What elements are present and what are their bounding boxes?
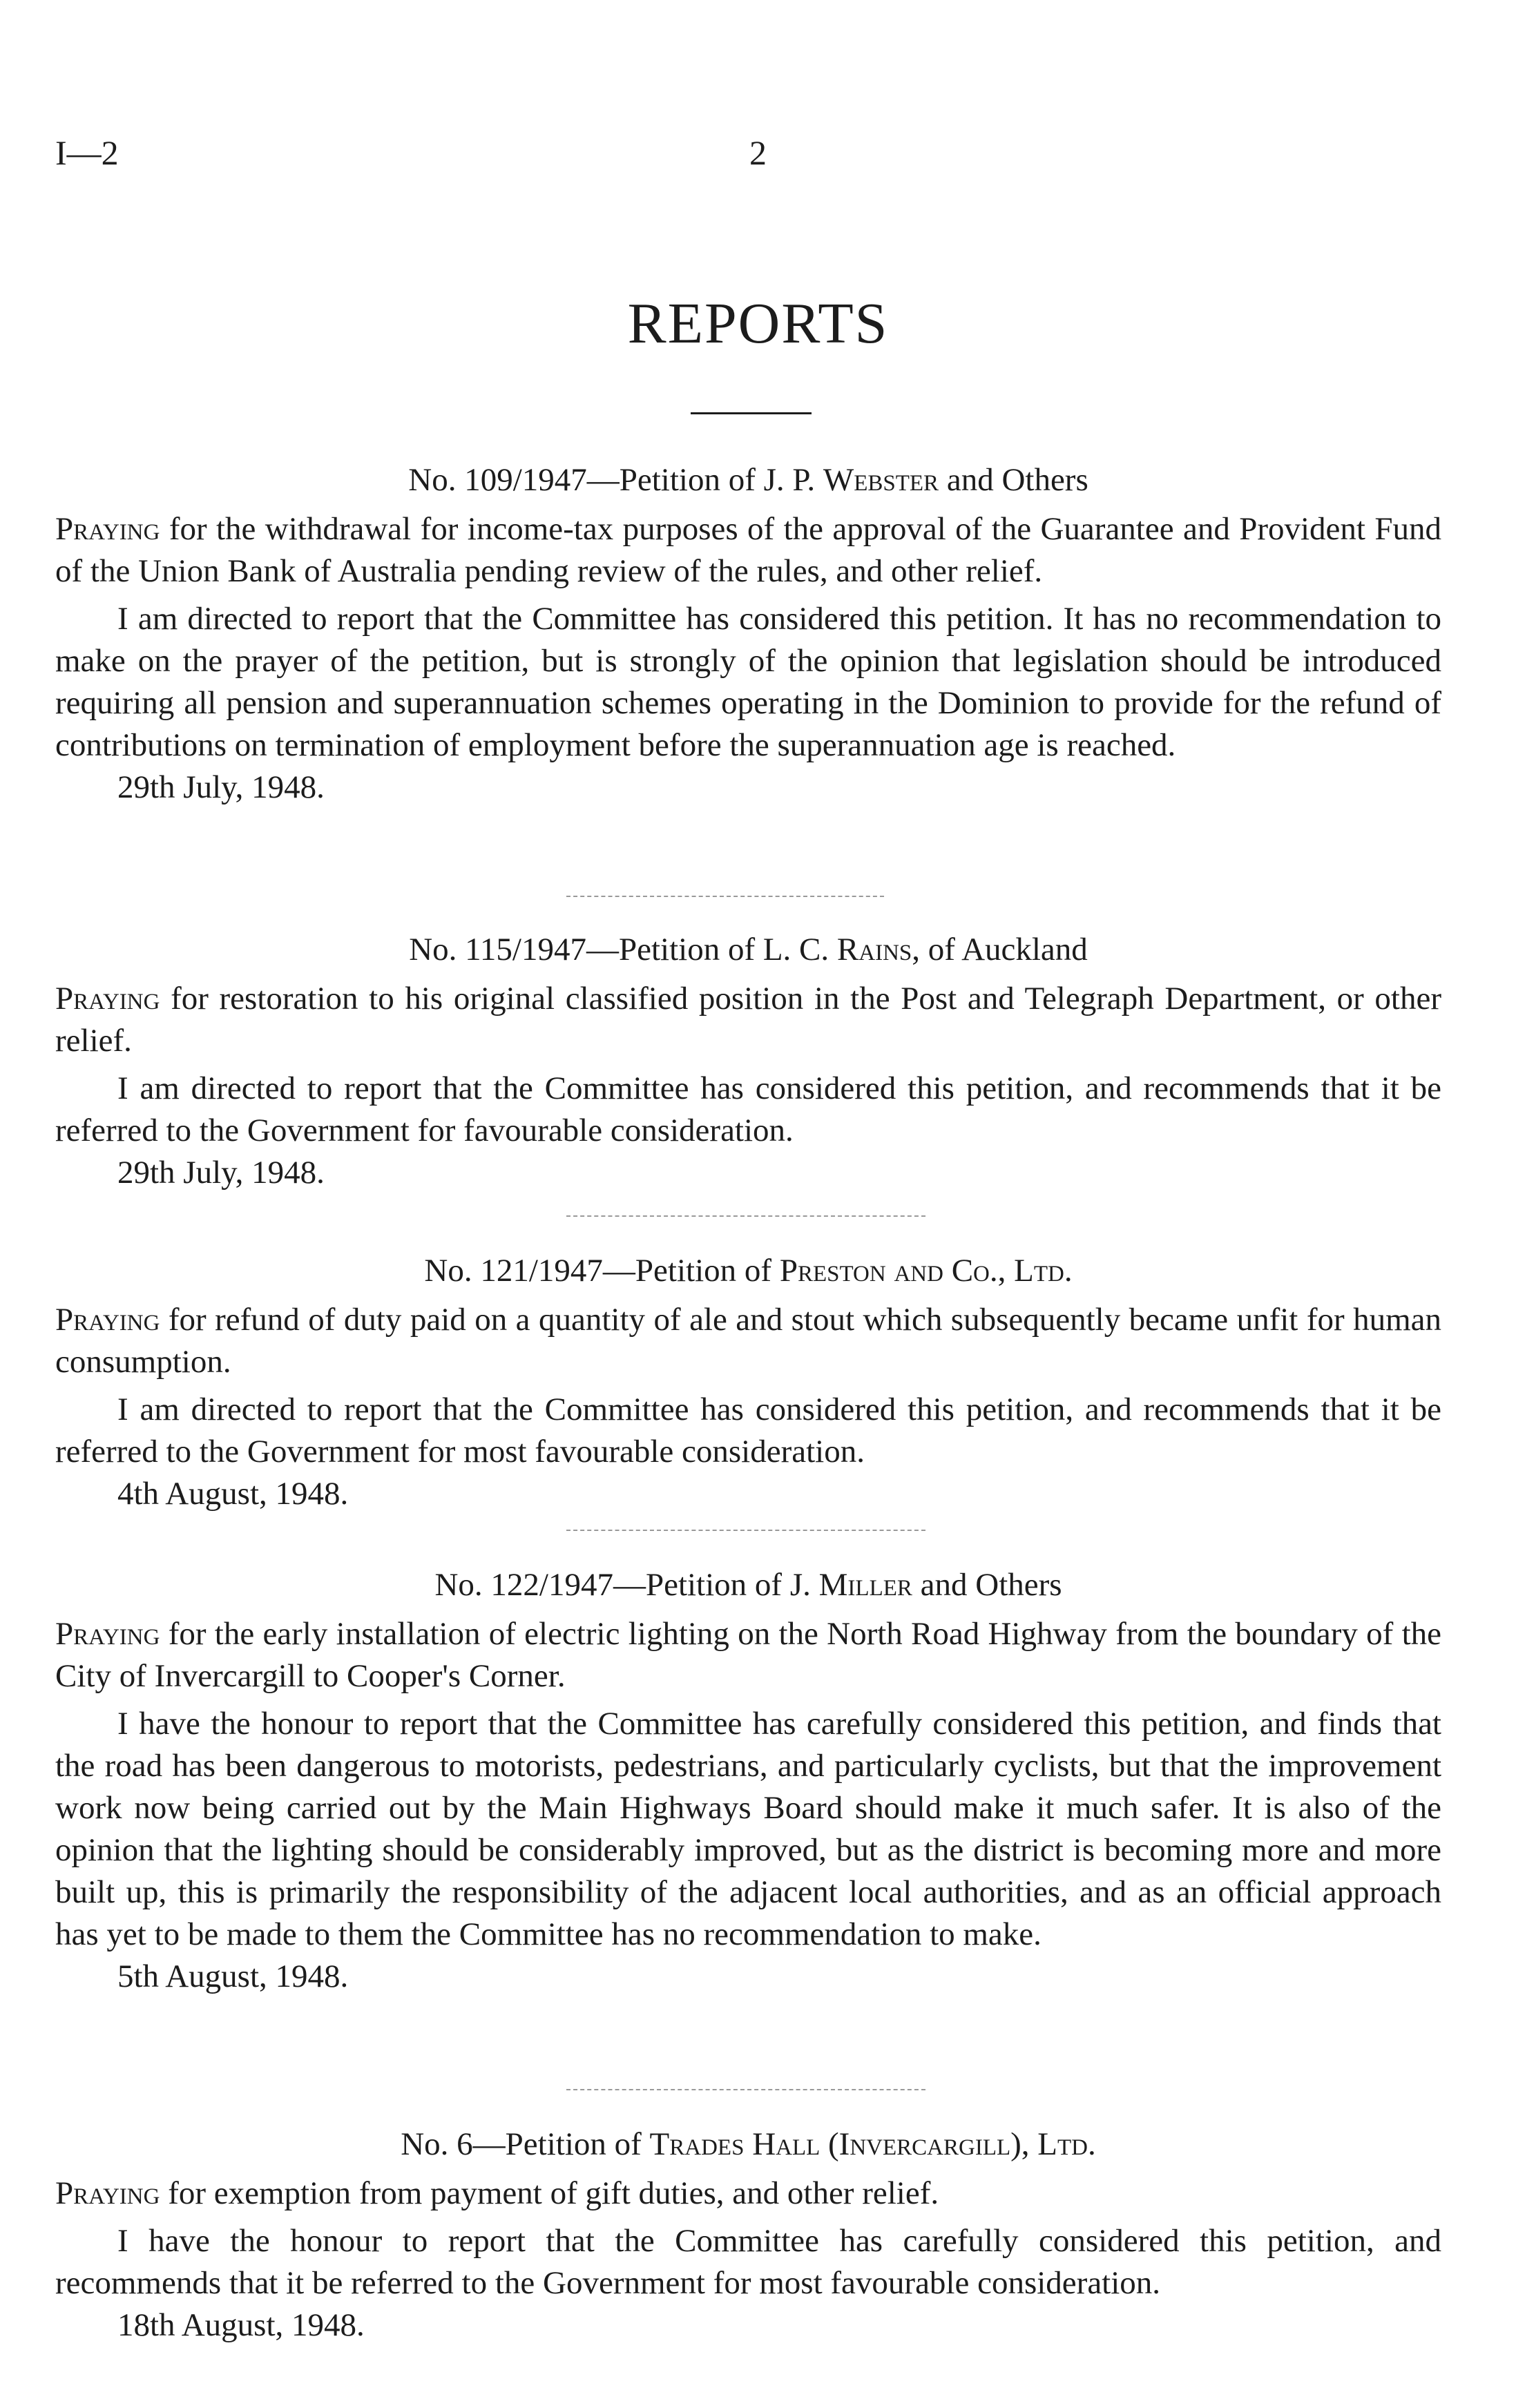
praying-word: Praying	[55, 511, 160, 547]
prayer-text: for exemption from payment of gift duties, and other relief.	[160, 2175, 939, 2211]
report-number: No. 109/1947—Petition of J. P.	[408, 462, 816, 498]
report-date: 29th July, 1948.	[117, 769, 325, 805]
report-date: 5th August, 1948.	[117, 1958, 349, 1994]
report-number: No. 6—Petition of	[401, 2126, 642, 2162]
praying-word: Praying	[55, 1616, 160, 1652]
report-heading	[55, 1250, 1441, 1292]
page-title: REPORTS	[627, 291, 889, 356]
report-suffix: and Others	[939, 462, 1088, 498]
prayer-paragraph	[55, 508, 1441, 593]
page-reference: I—2	[55, 133, 119, 172]
praying-word: Praying	[55, 2175, 160, 2211]
report-date: 29th July, 1948.	[117, 1155, 325, 1191]
prayer-paragraph	[55, 1613, 1441, 1697]
title-rule	[691, 412, 812, 414]
prayer-text: for restoration to his original classified position in the Post and Telegraph Department, or other relief.	[55, 981, 1441, 1059]
report-body: I am directed to report that the Committee has considered this petition, and recommends that it be referred to the Government for favourable consideration.	[55, 1070, 1441, 1148]
report-body: I am directed to report that the Committee has considered this petition, and recommends that it be referred to the Government for most favourable consideration.	[55, 1391, 1441, 1470]
prayer-text: for the withdrawal for income-tax purposes of the approval of the Guarantee and Provident Fund of the Union Bank of Australia pending review of the rules, and other relief.	[55, 511, 1441, 589]
petitioner-name: Webster	[823, 462, 939, 498]
prayer-text: for refund of duty paid on a quantity of ale and stout which subsequently became unfit for human consumption.	[55, 1302, 1441, 1380]
petitioner-name: Miller	[818, 1567, 912, 1603]
report-121-1947	[55, 1250, 1441, 1515]
report-body: I have the honour to report that the Committee has carefully considered this petition, and finds that the road has been dangerous to motorists, pedestrians, and particularly cyclists, but that the improvement work now being carried out by the Main Highways Board should make it much safer. It is also of the opinion that the lighting should be considerably improved, but as the district is becoming more and more built up, this is primarily the responsibility of the adjacent local authorities, and as an official approach has yet to be made to them the Committee has no recommendation to make.	[55, 1706, 1441, 1952]
section-divider	[566, 1530, 925, 1531]
report-body: I have the honour to report that the Committee has carefully considered this petition, and recommends that it be referred to the Government for most favourable consideration.	[55, 2223, 1441, 2301]
report-heading	[55, 2123, 1441, 2166]
section-divider	[566, 896, 884, 897]
petitioner-name: Rains	[836, 932, 912, 967]
report-suffix: , of Auckland	[912, 932, 1088, 967]
prayer-paragraph	[55, 978, 1441, 1062]
petitioner-name: Preston and Co., Ltd.	[779, 1253, 1073, 1289]
report-body: I am directed to report that the Committee has considered this petition. It has no recommendation to make on the prayer of the petition, but is strongly of the opinion that legislation should be introduced requiring all pension and superannuation schemes operating in the Dominion to provide for the refund of contributions on termination of employment before the superannuation age is reached.	[55, 601, 1441, 763]
report-109-1947	[55, 459, 1441, 809]
report-heading	[55, 1564, 1441, 1606]
report-115-1947	[55, 929, 1441, 1194]
report-suffix: and Others	[912, 1567, 1062, 1603]
report-date: 4th August, 1948.	[117, 1476, 349, 1512]
report-number: No. 122/1947—Petition of J.	[434, 1567, 811, 1603]
section-divider	[566, 2089, 925, 2090]
prayer-paragraph	[55, 2173, 1441, 2215]
petitioner-name: Trades Hall (Invercargill), Ltd.	[649, 2126, 1096, 2162]
report-6	[55, 2123, 1441, 2347]
prayer-paragraph	[55, 1299, 1441, 1383]
report-date: 18th August, 1948.	[117, 2307, 365, 2343]
report-122-1947	[55, 1564, 1441, 1998]
page-number: 2	[749, 133, 767, 172]
report-heading	[55, 929, 1441, 971]
praying-word: Praying	[55, 1302, 160, 1338]
section-divider	[566, 1215, 925, 1217]
praying-word: Praying	[55, 981, 160, 1017]
prayer-text: for the early installation of electric lighting on the North Road Highway from the boundary of the City of Invercargill to Cooper's Corner.	[55, 1616, 1441, 1694]
report-number: No. 121/1947—Petition of	[424, 1253, 772, 1289]
report-heading	[55, 459, 1441, 501]
report-number: No. 115/1947—Petition of L. C.	[409, 932, 829, 967]
